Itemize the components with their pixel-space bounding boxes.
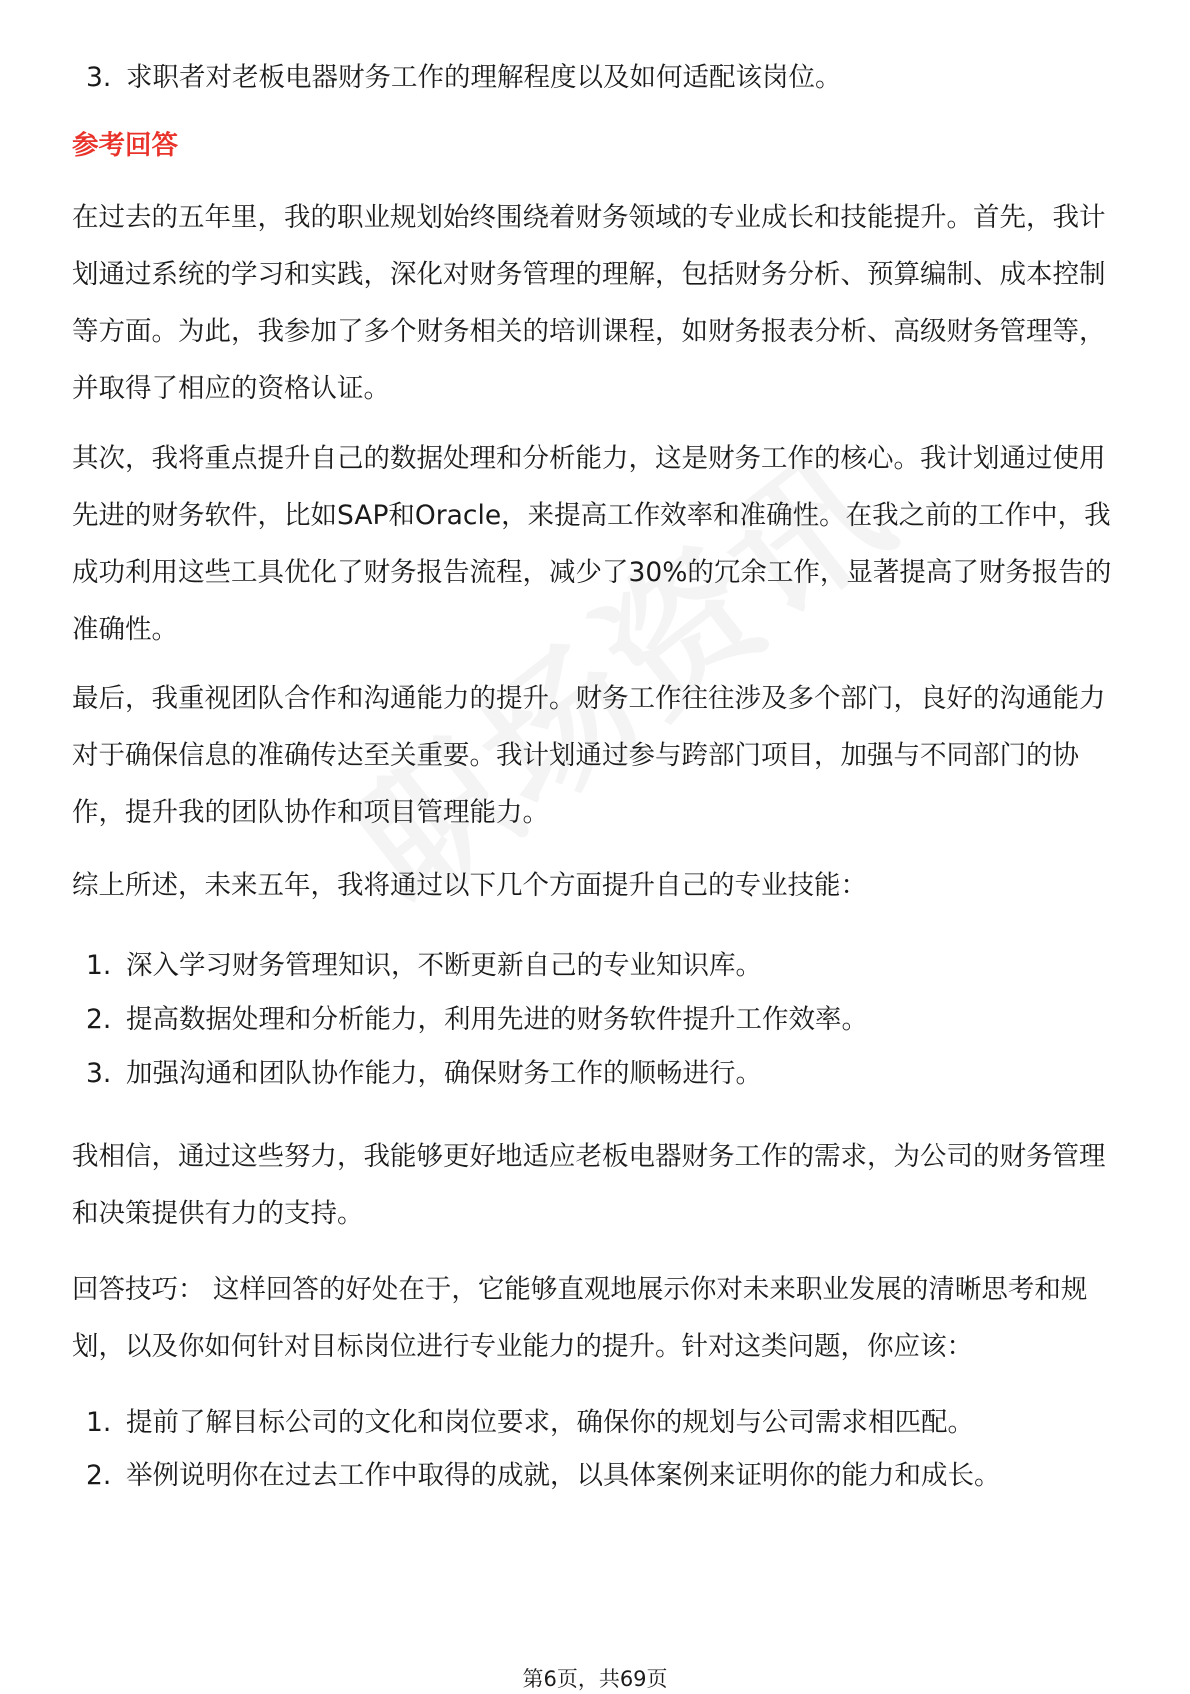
list-item xyxy=(86,1403,1126,1443)
list-text: 举例说明你在过去工作中取得的成就，以具体案例来证明你的能力和成长。 xyxy=(126,1460,1001,1491)
list-number: 2. xyxy=(86,1460,112,1491)
list-text: 提前了解目标公司的文化和岗位要求，确保你的规划与公司需求相匹配。 xyxy=(126,1407,974,1438)
paragraph: 回答技巧： 这样回答的好处在于，它能够直观地展示你对未来职业发展的清晰思考和规划，以及你如何针对目标岗位进行专业能力的提升。针对这类问题，你应该： xyxy=(72,1274,1088,1362)
list-number: 2. xyxy=(86,1004,112,1035)
list-number: 3. xyxy=(86,1058,112,1089)
list-item xyxy=(86,58,1126,98)
list-text: 求职者对老板电器财务工作的理解程度以及如何适配该岗位。 xyxy=(126,62,842,93)
list-number: 3. xyxy=(86,62,112,93)
list-item xyxy=(86,1054,1126,1094)
list-item xyxy=(86,1456,1126,1496)
list-number: 1. xyxy=(86,1407,112,1438)
list-text: 加强沟通和团队协作能力，确保财务工作的顺畅进行。 xyxy=(126,1058,762,1089)
list-item xyxy=(86,1000,1126,1040)
paragraph: 其次，我将重点提升自己的数据处理和分析能力，这是财务工作的核心。我计划通过使用先进的财务软件，比如SAP和Oracle，来提高工作效率和准确性。在我之前的工作中，我成功利用这些工具优化了财务报告流程，减少了30%的冗余工作，显著提高了财务报告的准确性。 xyxy=(72,443,1112,645)
paragraph: 综上所述，未来五年，我将通过以下几个方面提升自己的专业技能： xyxy=(72,870,867,901)
list-item xyxy=(86,946,1126,986)
paragraph: 最后，我重视团队合作和沟通能力的提升。财务工作往往涉及多个部门，良好的沟通能力对于确保信息的准确传达至关重要。我计划通过参与跨部门项目，加强与不同部门的协作，提升我的团队协作和项目管理能力。 xyxy=(72,683,1106,828)
paragraph: 我相信，通过这些努力，我能够更好地适应老板电器财务工作的需求，为公司的财务管理和决策提供有力的支持。 xyxy=(72,1141,1106,1229)
section-heading: 参考回答 xyxy=(72,130,178,161)
list-number: 1. xyxy=(86,950,112,981)
paragraph: 在过去的五年里，我的职业规划始终围绕着财务领域的专业成长和技能提升。首先，我计划通过系统的学习和实践，深化对财务管理的理解，包括财务分析、预算编制、成本控制等方面。为此，我参加了多个财务相关的培训课程，如财务报表分析、高级财务管理等，并取得了相应的资格认证。 xyxy=(72,202,1106,404)
list-text: 提高数据处理和分析能力，利用先进的财务软件提升工作效率。 xyxy=(126,1004,868,1035)
list-text: 深入学习财务管理知识，不断更新自己的专业知识库。 xyxy=(126,950,762,981)
page-footer: 第6页，共69页 xyxy=(522,1667,668,1691)
